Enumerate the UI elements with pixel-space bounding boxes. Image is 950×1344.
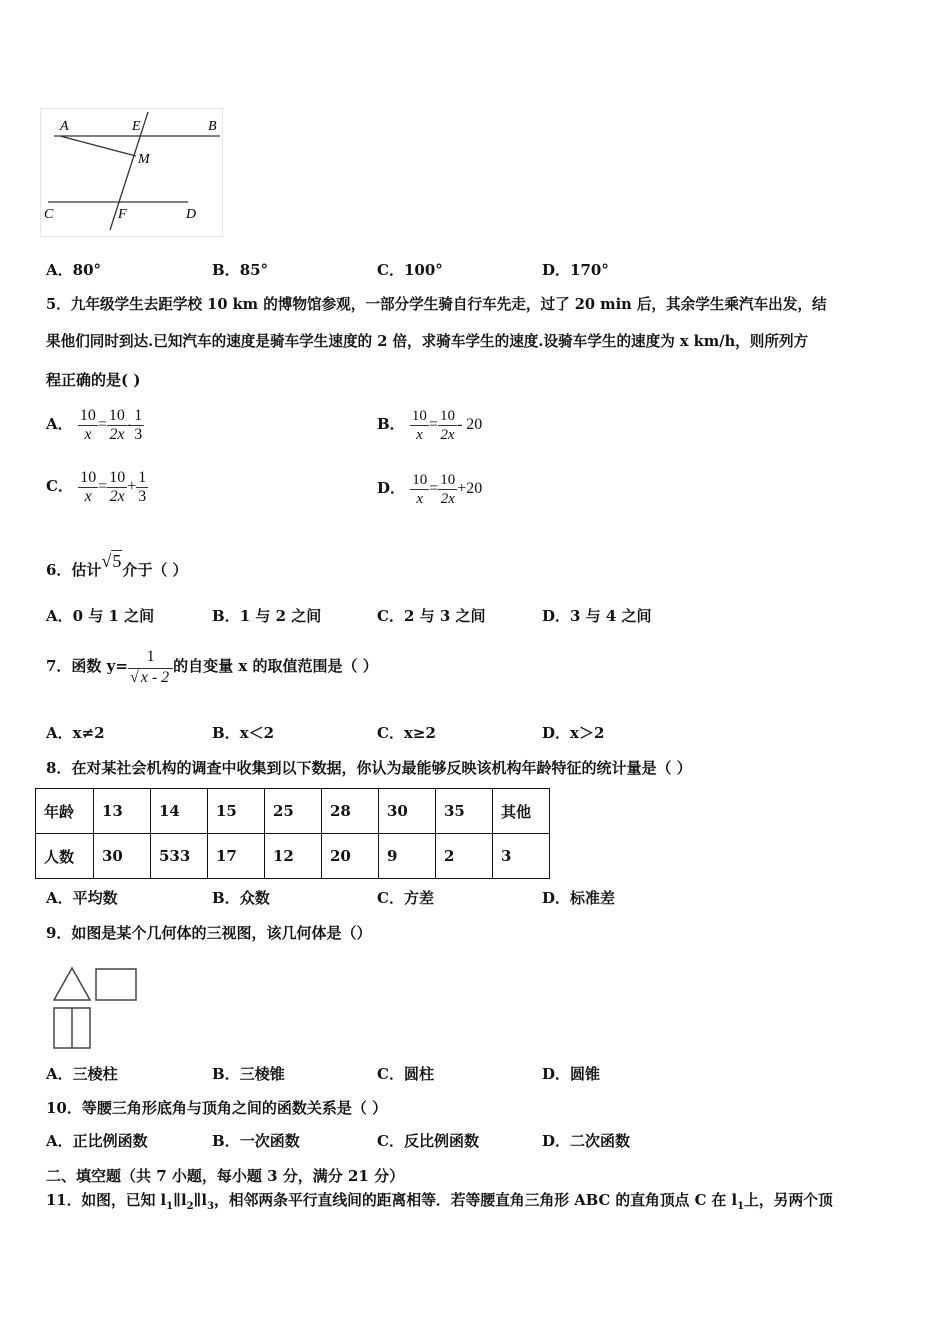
label-e: E: [132, 119, 141, 134]
segment-am: [60, 136, 136, 156]
q4-option-c[interactable]: C．100°: [377, 261, 443, 279]
label-d: D: [186, 207, 197, 222]
table-row: 人数 30 533 17 12 20 9 2 3: [36, 834, 550, 879]
sqrt-expression: √5: [101, 551, 122, 571]
q6-stem: 6．估计√5介于（ ）: [46, 554, 188, 585]
q7-option-d[interactable]: D．x＞2: [542, 724, 605, 742]
q9-option-d[interactable]: D．圆锥: [542, 1065, 601, 1083]
label-f: F: [118, 207, 127, 222]
q8-option-d[interactable]: D．标准差: [542, 889, 616, 907]
fraction: $\frac{10}{2x}$: [439, 407, 455, 443]
label-b: B: [208, 119, 217, 134]
q10-option-b[interactable]: B．一次函数: [212, 1132, 300, 1150]
q5-option-d[interactable]: D． $\frac{10}{x}$ = $\frac{10}{2x}$ +20: [377, 471, 483, 507]
q5-option-c[interactable]: C． $\frac{10}{x}$ = $\frac{10}{2x}$ + $\frac{1}{3}$: [46, 468, 147, 505]
fraction: $\frac{10}{2x}$: [109, 468, 126, 505]
side-view-rectangle: [96, 969, 136, 1000]
three-views-figure: [48, 962, 143, 1052]
label-m: M: [138, 152, 150, 167]
q11-stem: 11．如图，已知 $l_1\parallel l_2\parallel l_3$，相邻两条平行直线间的距离相等．若等腰直角三角形 ABC 的直角顶点 C 在 $l_1$上，另两个顶: [46, 1192, 833, 1212]
q8-option-b[interactable]: B．众数: [212, 889, 270, 907]
q10-stem: 10．等腰三角形底角与顶角之间的函数关系是（ ）: [46, 1099, 388, 1117]
q10-option-c[interactable]: C．反比例函数: [377, 1132, 479, 1150]
fraction: $\frac{10}{x}$: [79, 406, 96, 443]
transversal-ef: [110, 112, 148, 230]
fraction: $\frac{10}{x}$: [412, 471, 428, 507]
fraction: $\frac{1}{√ x - 2}$: [128, 648, 173, 687]
q10-option-a[interactable]: A．正比例函数: [46, 1132, 148, 1150]
fraction: $\frac{10}{2x}$: [440, 471, 456, 507]
q7-option-a[interactable]: A．x≠2: [46, 724, 105, 742]
q7-stem: 7．函数 y= $\frac{1}{√ x - 2}$ 的自变量 x 的取值范围是（ ）: [46, 647, 378, 686]
q4-option-a[interactable]: A．80°: [46, 261, 102, 279]
q9-option-a[interactable]: A．三棱柱: [46, 1065, 118, 1083]
q10-option-d[interactable]: D．二次函数: [542, 1132, 631, 1150]
q8-option-a[interactable]: A．平均数: [46, 889, 118, 907]
label-a: A: [60, 119, 69, 134]
q4-option-d[interactable]: D．170°: [542, 261, 609, 279]
q9-option-b[interactable]: B．三棱锥: [212, 1065, 285, 1083]
age-data-table: [35, 788, 550, 879]
q6-option-b[interactable]: B．1 与 2 之间: [212, 607, 322, 625]
q5-stem-line1: 5．九年级学生去距学校 10 km 的博物馆参观，一部分学生骑自行车先走，过了 20 min 后，其余学生乘汽车出发，结: [46, 296, 827, 313]
q5-stem-line3: 程正确的是( ): [46, 371, 141, 389]
q9-stem: 9．如图是某个几何体的三视图，该几何体是（）: [46, 924, 372, 942]
q6-option-c[interactable]: C．2 与 3 之间: [377, 607, 486, 625]
q6-option-a[interactable]: A．0 与 1 之间: [46, 607, 155, 625]
sqrt-expression: √ x - 2: [129, 668, 170, 686]
q5-stem-line2: 果他们同时到达.已知汽车的速度是骑车学生速度的 2 倍，求骑车学生的速度.设骑车学生的速度为 x km/h，则所列方: [46, 333, 809, 350]
q7-option-c[interactable]: C．x≥2: [377, 724, 436, 742]
q5-option-b[interactable]: B． $\frac{10}{x}$ = $\frac{10}{2x}$ - 20: [377, 407, 483, 443]
table-row: 年龄 13 14 15 25 28 30 35 其他: [36, 789, 550, 834]
q7-option-b[interactable]: B．x＜2: [212, 724, 275, 742]
label-c: C: [44, 207, 54, 222]
q4-option-b[interactable]: B．85°: [212, 261, 269, 279]
q5-option-a[interactable]: A． $\frac{10}{x}$ = $\frac{10}{2x}$ - $\frac{1}{3}$: [46, 406, 143, 443]
parallel-lines-figure: [40, 108, 230, 238]
section-title-fill-in: 二、填空题（共 7 小题，每小题 3 分，满分 21 分）: [46, 1167, 405, 1185]
fraction: $\frac{10}{x}$: [411, 407, 427, 443]
fraction: $\frac{10}{x}$: [80, 468, 97, 505]
q8-option-c[interactable]: C．方差: [377, 889, 434, 907]
fraction: $\frac{1}{3}$: [138, 468, 147, 505]
front-view-triangle: [54, 968, 90, 1000]
q9-option-c[interactable]: C．圆柱: [377, 1065, 434, 1083]
q6-option-d[interactable]: D．3 与 4 之间: [542, 607, 652, 625]
fraction: $\frac{10}{2x}$: [108, 406, 125, 443]
fraction: $\frac{1}{3}$: [134, 406, 143, 443]
q8-stem: 8．在对某社会机构的调查中收集到以下数据，你认为最能够反映该机构年龄特征的统计量是（ ）: [46, 759, 692, 777]
